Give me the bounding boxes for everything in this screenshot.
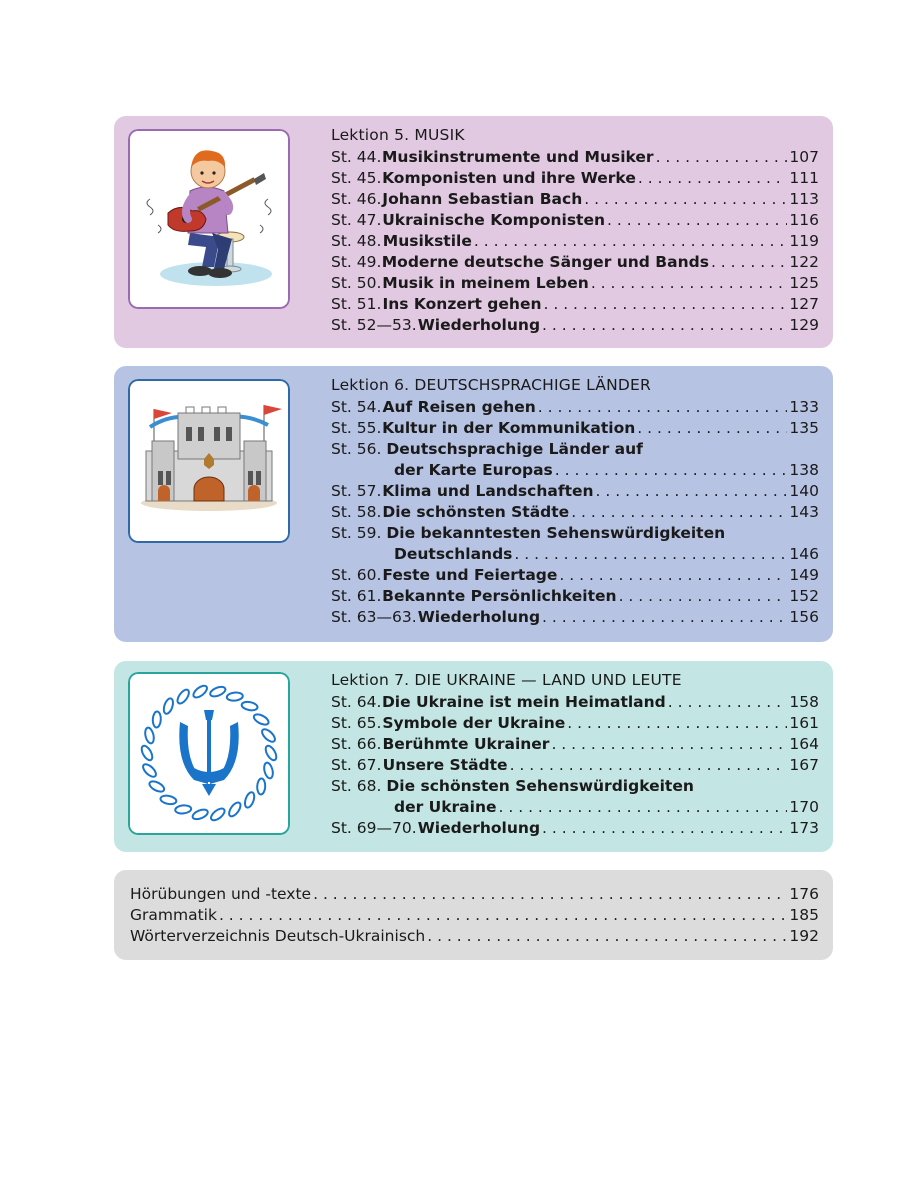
toc-entry-row	[331, 607, 819, 628]
toc-entry-page: 135	[789, 419, 819, 437]
toc-entry-title: Bekannte Persönlichkeiten	[382, 587, 617, 605]
toc-entry-page: 152	[789, 587, 819, 605]
appendix-entry-row	[130, 884, 819, 905]
toc-dot-leader	[544, 294, 788, 315]
toc-entry-number: St. 57.	[331, 482, 382, 500]
toc-dot-leader	[542, 607, 787, 628]
toc-entry-number: St. 47.	[331, 211, 382, 229]
toc-entry-page: 119	[789, 232, 819, 250]
toc-dot-leader	[542, 315, 787, 336]
toc-entry-number: St. 69—70.	[331, 819, 417, 837]
toc-entry-row	[331, 273, 819, 294]
toc-entry-number: St. 46.	[331, 190, 382, 208]
lesson-6-illustration	[128, 379, 290, 543]
toc-entry-row	[331, 481, 819, 502]
toc-entry-number: St. 56.	[331, 440, 382, 458]
appendix-entry-page: 185	[789, 906, 819, 924]
toc-entry-number: St. 50.	[331, 274, 382, 292]
toc-entry-row	[331, 439, 819, 460]
toc-entry-page: 143	[789, 503, 819, 521]
toc-entry-row	[331, 147, 819, 168]
lesson-6-entries	[331, 397, 819, 628]
toc-entry-title: Auf Reisen gehen	[382, 398, 536, 416]
toc-entry-continuation-row	[331, 544, 819, 565]
toc-dot-leader	[596, 481, 788, 502]
toc-entry-number: St. 52—53.	[331, 316, 417, 334]
toc-entry-page: 161	[789, 714, 819, 732]
toc-entry-row	[331, 502, 819, 523]
toc-entry-page: 116	[789, 211, 819, 229]
appendix-entry-page: 176	[789, 885, 819, 903]
toc-entry-row	[331, 523, 819, 544]
toc-entry-row	[331, 231, 819, 252]
toc-entry-row	[331, 397, 819, 418]
toc-entry-title: Deutschsprachige Länder auf	[386, 440, 643, 458]
toc-dot-leader	[711, 252, 787, 273]
appendix-entry-title: Grammatik	[130, 906, 217, 924]
toc-dot-leader	[559, 565, 787, 586]
toc-dot-leader	[542, 818, 787, 839]
toc-dot-leader	[607, 210, 787, 231]
ukrainian-trident-emblem	[128, 672, 290, 835]
toc-entry-title: Musikinstrumente und Musiker	[381, 148, 654, 166]
toc-dot-leader	[637, 418, 787, 439]
appendix-entry-row	[130, 905, 819, 926]
toc-entry-page: 133	[789, 398, 819, 416]
toc-entry-page: 158	[789, 693, 819, 711]
toc-entry-number: St. 58.	[331, 503, 382, 521]
toc-entry-title: Johann Sebastian Bach	[382, 190, 583, 208]
toc-entry-number: St. 59.	[331, 524, 382, 542]
toc-entry-page: 113	[789, 190, 819, 208]
lesson-6-title: Lektion 6. DEUTSCHSPRACHIGE LÄNDER	[331, 376, 651, 394]
lesson-7-section	[114, 661, 833, 852]
toc-entry-number: St. 64.	[331, 693, 382, 711]
appendix-entry-page: 192	[789, 927, 819, 945]
toc-entry-number: St. 55.	[331, 419, 382, 437]
toc-entry-page: 156	[789, 608, 819, 626]
toc-entry-number: St. 44.	[331, 148, 382, 166]
toc-dot-leader	[538, 397, 788, 418]
toc-entry-row	[331, 713, 819, 734]
toc-dot-leader	[313, 884, 787, 905]
toc-entry-title: Berühmte Ukrainer	[382, 735, 550, 753]
toc-entry-number: St. 49.	[331, 253, 382, 271]
lesson-6-section	[114, 366, 833, 642]
toc-entry-row	[331, 755, 819, 776]
appendix-entry-title: Hörübungen und -texte	[130, 885, 312, 903]
toc-entry-row	[331, 734, 819, 755]
toc-entry-row	[331, 565, 819, 586]
toc-dot-leader	[219, 905, 787, 926]
toc-entry-number: St. 45.	[331, 169, 382, 187]
lesson-5-entries	[331, 147, 819, 336]
appendix-entry-title: Wörterverzeichnis Deutsch-Ukrainisch	[130, 927, 426, 945]
toc-entry-page: 146	[789, 545, 819, 563]
toc-entry-page: 107	[789, 148, 819, 166]
toc-entry-row	[331, 294, 819, 315]
toc-entry-row	[331, 586, 819, 607]
toc-entry-title: Ukrainische Komponisten	[382, 211, 606, 229]
lesson-7-title: Lektion 7. DIE UKRAINE — LAND UND LEUTE	[331, 671, 682, 689]
toc-dot-leader	[474, 231, 788, 252]
toc-entry-page: 127	[789, 295, 819, 313]
toc-entry-title: Moderne deutsche Sänger und Bands	[381, 253, 709, 271]
appendix-entry-row	[130, 926, 819, 947]
toc-entry-number: St. 60.	[331, 566, 382, 584]
toc-entry-page: 167	[789, 756, 819, 774]
toc-entry-page: 149	[789, 566, 819, 584]
boy-playing-guitar-illustration	[128, 129, 290, 309]
toc-entry-page: 111	[789, 169, 819, 187]
lesson-5-section	[114, 116, 833, 348]
toc-entry-number: St. 68.	[331, 777, 382, 795]
toc-entry-page: 140	[789, 482, 819, 500]
toc-entry-title: Unsere Städte	[382, 756, 508, 774]
toc-entry-continuation-row	[331, 797, 819, 818]
toc-dot-leader	[619, 586, 788, 607]
toc-entry-row	[331, 418, 819, 439]
castle-illustration	[128, 379, 290, 543]
toc-entry-row	[331, 818, 819, 839]
toc-entry-number: St. 63—63.	[331, 608, 417, 626]
toc-entry-page: 125	[789, 274, 819, 292]
toc-entry-row	[331, 252, 819, 273]
lesson-5-illustration	[128, 129, 290, 309]
lesson-7-entries	[331, 692, 819, 839]
toc-entry-row	[331, 168, 819, 189]
toc-entry-title: Wiederholung	[417, 608, 541, 626]
toc-entry-title: Die schönsten Sehenswürdigkeiten	[386, 777, 694, 795]
lesson-5-title: Lektion 5. MUSIK	[331, 126, 465, 144]
appendix-section	[114, 870, 833, 960]
toc-dot-leader	[514, 544, 787, 565]
toc-dot-leader	[638, 168, 788, 189]
toc-entry-number: St. 48.	[331, 232, 382, 250]
toc-entry-page: 122	[789, 253, 819, 271]
toc-entry-title: Wiederholung	[417, 316, 541, 334]
toc-entry-number: St. 51.	[331, 295, 382, 313]
toc-entry-number: St. 54.	[331, 398, 382, 416]
toc-entry-number: St. 66.	[331, 735, 382, 753]
toc-entry-number: St. 61.	[331, 587, 382, 605]
toc-dot-leader	[555, 460, 788, 481]
toc-dot-leader	[510, 755, 788, 776]
toc-entry-title: Feste und Feiertage	[382, 566, 558, 584]
toc-entry-row	[331, 189, 819, 210]
toc-dot-leader	[668, 692, 788, 713]
toc-entry-row	[331, 210, 819, 231]
toc-entry-title: Musikstile	[382, 232, 472, 250]
toc-entry-title: Ins Konzert gehen	[382, 295, 542, 313]
toc-entry-page: 138	[789, 461, 819, 479]
toc-dot-leader	[584, 189, 787, 210]
toc-dot-leader	[567, 713, 787, 734]
toc-entry-title: Wiederholung	[417, 819, 541, 837]
toc-entry-page: 173	[789, 819, 819, 837]
toc-entry-title: Die Ukraine ist mein Heimatland	[381, 693, 666, 711]
toc-entry-number: St. 65.	[331, 714, 382, 732]
toc-entry-title: Komponisten und ihre Werke	[382, 169, 636, 187]
lesson-7-illustration	[128, 672, 290, 835]
toc-dot-leader	[551, 734, 787, 755]
toc-entry-title: Musik in meinem Leben	[382, 274, 589, 292]
toc-entry-title: Klima und Landschaften	[382, 482, 594, 500]
toc-entry-title: Die schönsten Städte	[382, 503, 570, 521]
toc-entry-title-continued: der Karte Europas	[394, 461, 553, 479]
toc-entry-page: 170	[789, 798, 819, 816]
toc-entry-row	[331, 776, 819, 797]
toc-dot-leader	[499, 797, 788, 818]
toc-entry-title: Kultur in der Kommunikation	[382, 419, 636, 437]
toc-entry-title: Die bekanntesten Sehenswürdigkeiten	[386, 524, 726, 542]
toc-entry-continuation-row	[331, 460, 819, 481]
toc-entry-title-continued: Deutschlands	[394, 545, 513, 563]
appendix-entries	[130, 884, 819, 947]
toc-dot-leader	[656, 147, 788, 168]
toc-entry-row	[331, 315, 819, 336]
toc-entry-page: 129	[789, 316, 819, 334]
toc-dot-leader	[427, 926, 787, 947]
toc-entry-title: Symbole der Ukraine	[382, 714, 566, 732]
toc-entry-page: 164	[789, 735, 819, 753]
toc-dot-leader	[591, 273, 788, 294]
toc-entry-title-continued: der Ukraine	[394, 798, 497, 816]
toc-dot-leader	[571, 502, 787, 523]
toc-entry-row	[331, 692, 819, 713]
toc-entry-number: St. 67.	[331, 756, 382, 774]
